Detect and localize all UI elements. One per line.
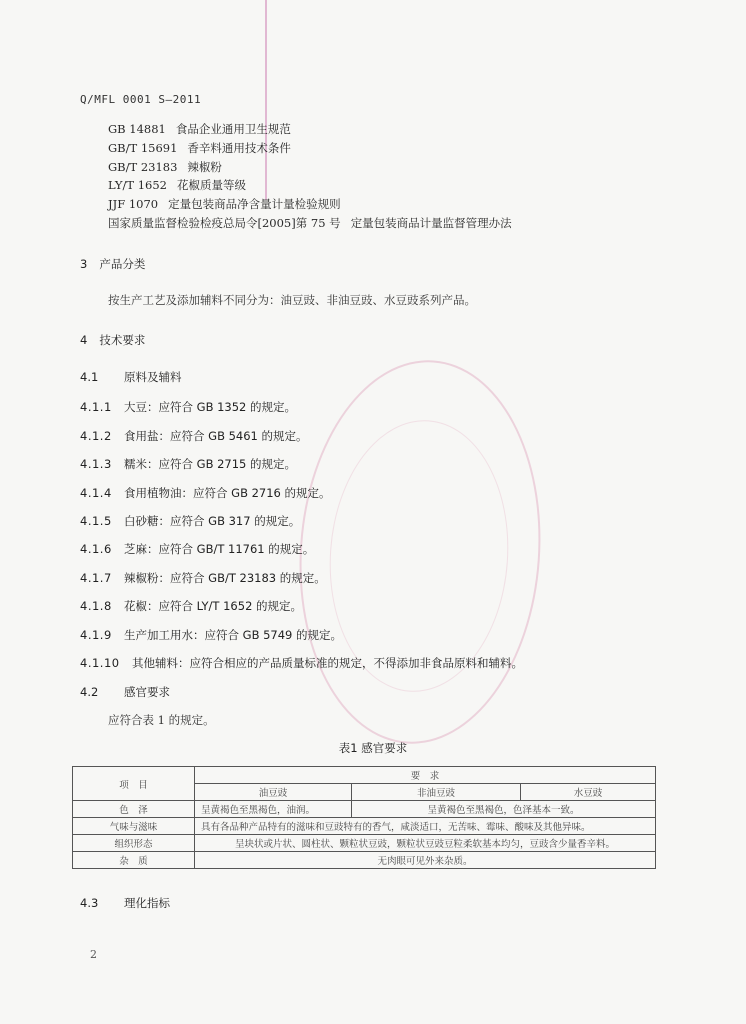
requirement-item: 4.1.9 生产加工用水：应符合 GB 5749 的规定。 (80, 628, 343, 642)
section-3-heading: 3 产品分类 (80, 257, 146, 271)
table-row (73, 801, 656, 818)
section-4-heading: 4 技术要求 (80, 333, 146, 347)
header-item: 项 目 (73, 767, 195, 801)
requirement-item: 4.1.7 辣椒粉：应符合 GB/T 23183 的规定。 (80, 571, 326, 585)
table-caption: 表1 感官要求 (338, 741, 408, 755)
subheader-oil: 油豆豉 (195, 784, 352, 801)
requirement-item: 4.1.8 花椒：应符合 LY/T 1652 的规定。 (80, 599, 303, 613)
table-row (73, 852, 656, 869)
table-cell: 呈块状或片状、圆柱状、颗粒状豆豉，颗粒状豆豉豆粒柔软基本均匀，豆豉含少量香辛料。 (195, 835, 656, 852)
subheader-non-oil: 非油豆豉 (352, 784, 521, 801)
reference-list (108, 120, 512, 233)
reference-item: JJF 1070 定量包装商品净含量计量检验规则 (108, 197, 341, 212)
section-3-text: 按生产工艺及添加辅料不同分为：油豆豉、非油豆豉、水豆豉系列产品。 (108, 293, 476, 307)
table-header-row (73, 767, 656, 784)
table-cell: 具有各品种产品特有的滋味和豆豉特有的香气，咸淡适口，无苦味、霉味、酸味及其他异味。 (195, 818, 656, 835)
section-4-1-heading: 4.1 原料及辅料 (80, 370, 182, 384)
header-requirements: 要 求 (195, 767, 656, 784)
requirement-item: 4.1.2 食用盐：应符合 GB 5461 的规定。 (80, 429, 308, 443)
table-row (73, 835, 656, 852)
reference-item: GB 14881 食品企业通用卫生规范 (108, 122, 291, 136)
requirement-item: 4.1.5 白砂糖：应符合 GB 317 的规定。 (80, 514, 301, 528)
reference-item: LY/T 1652 花椒质量等级 (108, 178, 246, 193)
requirement-item: 4.1.3 糯米：应符合 GB 2715 的规定。 (80, 457, 297, 471)
row-label: 杂 质 (73, 852, 195, 869)
table-cell: 呈黄褐色至黑褐色，油润。 (195, 801, 352, 818)
reference-item: GB/T 23183 辣椒粉 (108, 159, 222, 174)
requirement-item: 4.1.6 芝麻：应符合 GB/T 11761 的规定。 (80, 542, 315, 556)
subheader-water: 水豆豉 (521, 784, 656, 801)
section-4-2-text: 应符合表 1 的规定。 (108, 713, 215, 727)
row-label: 组织形态 (73, 835, 195, 852)
requirement-item: 4.1.1 大豆：应符合 GB 1352 的规定。 (80, 400, 297, 414)
row-label: 色 泽 (73, 801, 195, 818)
reference-item: 国家质量监督检验检疫总局令[2005]第 75 号 定量包装商品计量监督管理办法 (108, 215, 512, 230)
section-4-2-heading: 4.2 感官要求 (80, 685, 170, 699)
standard-code: Q/MFL 0001 S—2011 (80, 93, 202, 106)
table-cell: 呈黄褐色至黑褐色，色泽基本一致。 (352, 801, 656, 818)
table-cell: 无肉眼可见外来杂质。 (195, 852, 656, 869)
page-number: 2 (90, 948, 97, 961)
row-label: 气味与滋味 (73, 818, 195, 835)
section-4-3-heading: 4.3 理化指标 (80, 896, 170, 910)
requirement-item: 4.1.4 食用植物油：应符合 GB 2716 的规定。 (80, 486, 331, 500)
table-row (73, 818, 656, 835)
requirement-item: 4.1.10 其他辅料：应符合相应的产品质量标准的规定，不得添加非食品原料和辅料。 (80, 656, 523, 670)
sensory-requirements-table (72, 766, 656, 869)
reference-item: GB/T 15691 香辛料通用技术条件 (108, 140, 291, 155)
